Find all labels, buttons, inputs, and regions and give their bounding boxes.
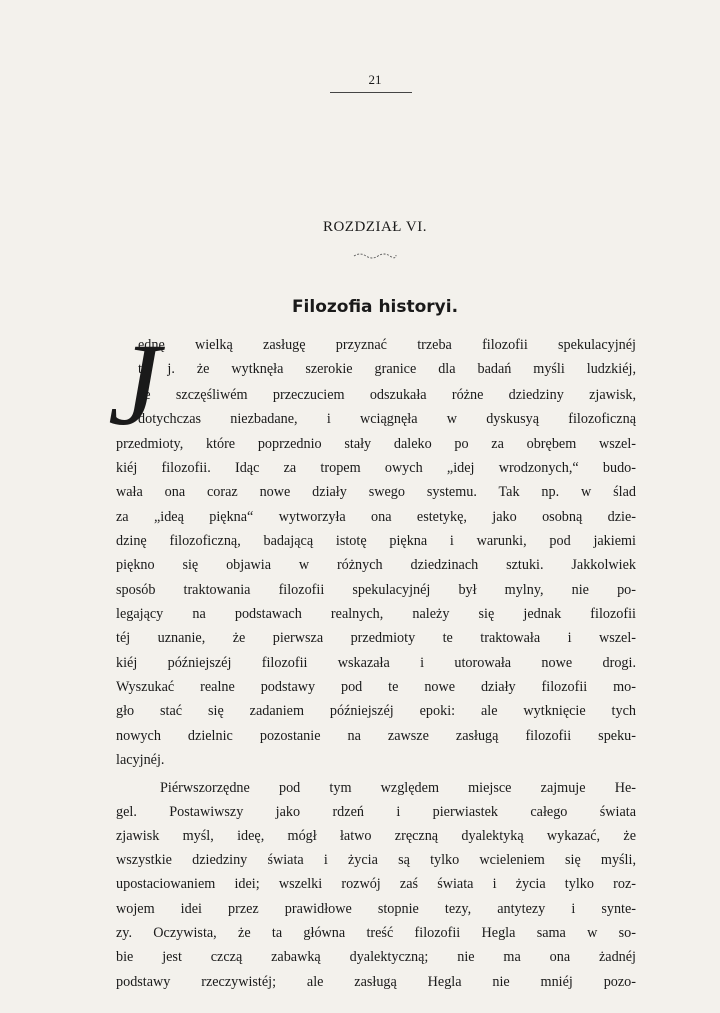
text-line: t. j. że wytknęła szerokie granice dla badań myśli ludzkiéj, [138, 361, 636, 377]
text-line: lacyjnéj. [116, 752, 165, 768]
text-line: wojem idei przez prawidłowe stopnie tezy, antytezy i synte- [116, 901, 636, 917]
text-line: Wyszukać realne podstawy pod te nowe działy filozofii mo- [116, 679, 636, 695]
page-number-rule [330, 92, 412, 93]
text-line: nowych dzielnic pozostanie na zawsze zasługą filozofii speku- [116, 728, 636, 744]
text-line: sposób traktowania filozofii spekulacyjnéj był mylny, nie po- [116, 582, 636, 598]
chapter-heading: ROZDZIAŁ VI. [322, 219, 428, 235]
text-line: dzinę filozoficzną, badającą istotę piękna i warunki, pod jakiemi [116, 533, 636, 549]
text-line: podstawy rzeczywistéj; ale zasługą Hegla nie mniéj pozo- [116, 974, 636, 990]
text-line: przedmioty, które poprzednio stały daleko po za obrębem wszel- [116, 436, 636, 452]
page-number: 21 [368, 72, 382, 87]
ornament-divider [352, 250, 398, 260]
text-line: piękno się objawia w różnych dziedzinach sztuki. Jakkolwiek [116, 557, 636, 573]
text-line: legający na podstawach realnych, należy się jednak filozofii [116, 606, 636, 622]
text-line: ednę wielką zasługę przyznać trzeba filozofii spekulacyjnéj [138, 337, 636, 353]
section-title: Filozofia historyi. [291, 297, 459, 317]
drop-cap: J [108, 319, 161, 450]
text-line: dotychczas niezbadane, i wciągnęła w dyskusyą filozoficzną [138, 411, 636, 427]
text-line: za „ideą piękna“ wytworzyła ona estetykę, jako osobną dzie- [116, 509, 636, 525]
text-line: bie jest czczą zabawką dyalektyczną; nie ma ona żadnéj [116, 949, 636, 965]
text-line: kiéj późniejszéj filozofii wskazała i utorowała nowe drogi. [116, 655, 636, 671]
text-line: Piérwszorzędne pod tym względem miejsce zajmuje He- [160, 780, 636, 796]
text-line: zy. Oczywista, że ta główna treść filozofii Hegla sama w so- [116, 925, 636, 941]
text-line: zjawisk myśl, ideę, mógł łatwo zręczną dyalektyką wykazać, że [116, 828, 636, 844]
text-line: gel. Postawiwszy jako rdzeń i pierwiastek całego świata [116, 804, 636, 820]
text-line: upostaciowaniem idei; wszelki rozwój zaś świata i życia tylko roz- [116, 876, 636, 892]
text-line: wszystkie dziedziny świata i życia są tylko wcieleniem się myśli, [116, 852, 636, 868]
text-line: że szczęśliwém przeczuciem odszukała różne dziedziny zjawisk, [138, 387, 636, 403]
text-line: wała ona coraz nowe działy swego systemu. Tak np. w ślad [116, 484, 636, 500]
text-line: kiéj filozofii. Idąc za tropem owych „idej wrodzonych,“ budo- [116, 460, 636, 476]
text-line: téj uznanie, że pierwsza przedmioty te traktowała i wszel- [116, 630, 636, 646]
text-line: gło stać się zadaniem późniejszéj epoki: ale wytknięcie tych [116, 703, 636, 719]
